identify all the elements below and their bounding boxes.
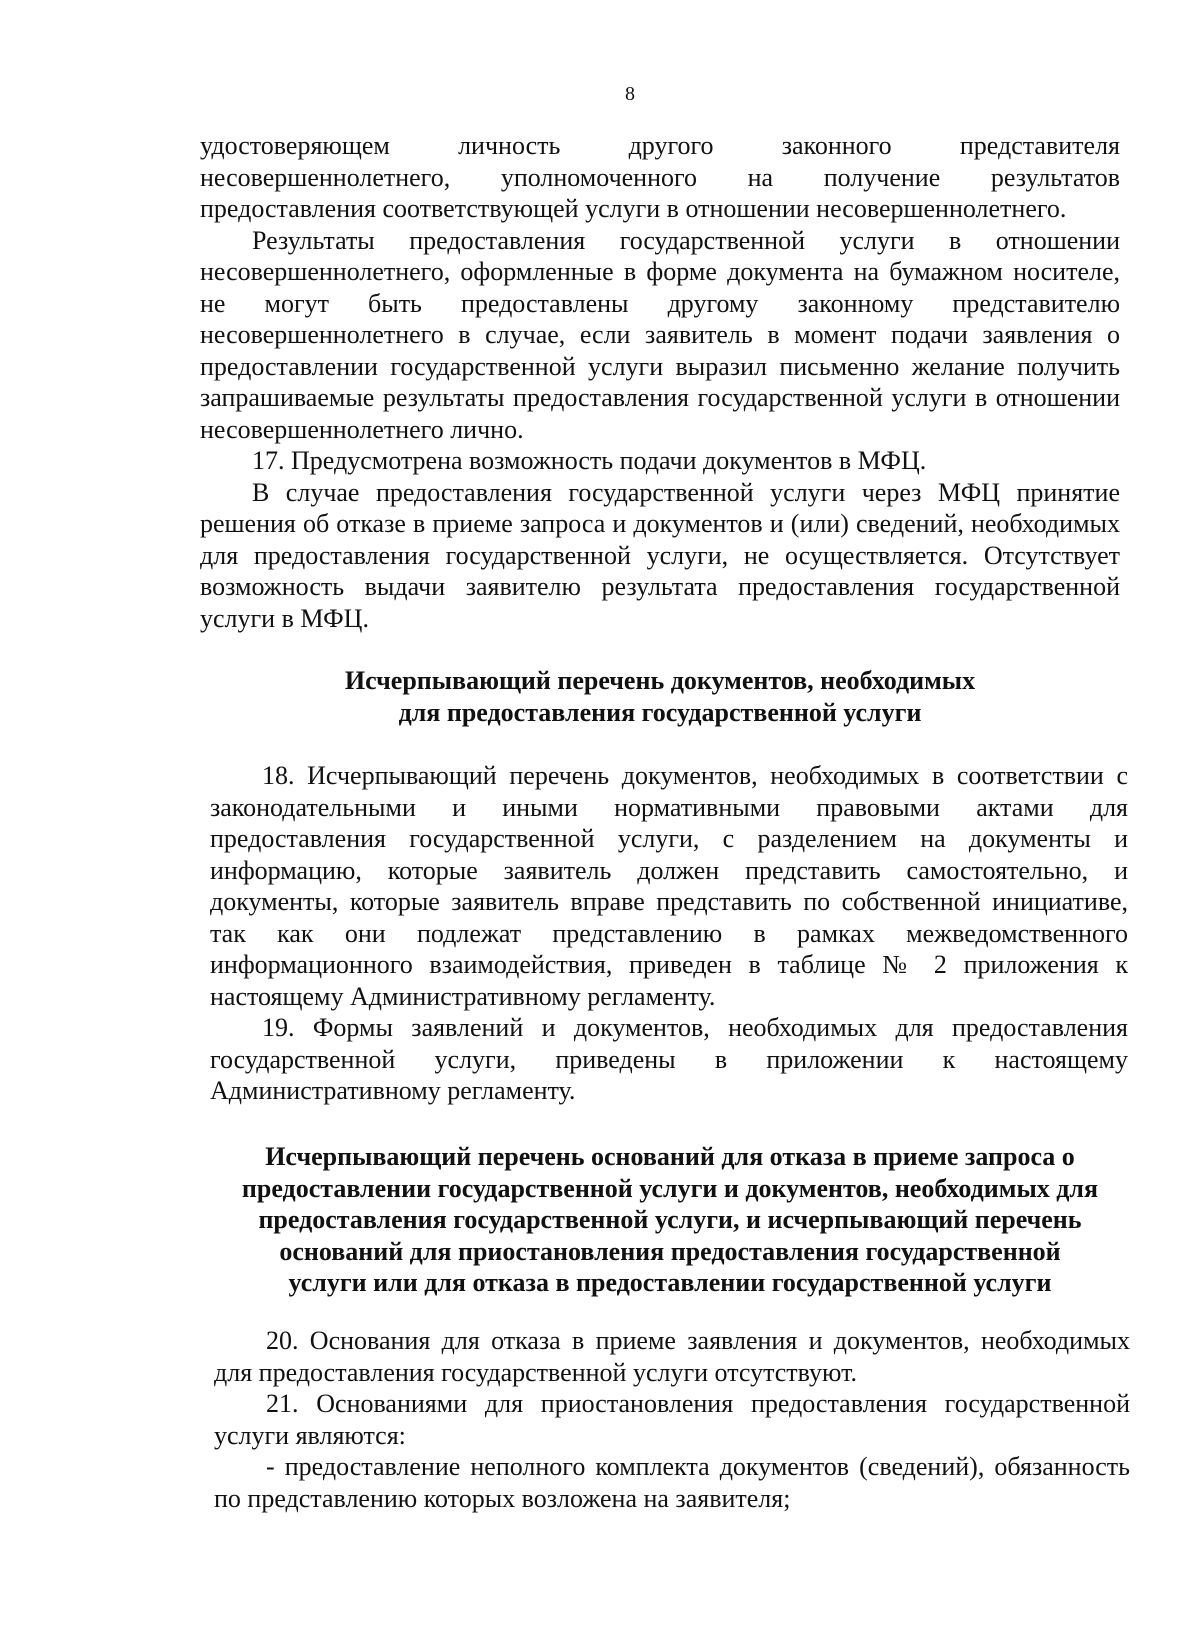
heading-line: предоставления государственной услуги, и исчерпывающий перечень xyxy=(258,1205,1082,1234)
paragraph-item-20: 20. Основания для отказа в приеме заявления и документов, необходимых для предоставления государственной услуги отсутствуют. xyxy=(214,1326,1130,1387)
heading-line: Исчерпывающий перечень оснований для отказа в приеме запроса о xyxy=(265,1142,1075,1171)
heading-line: Исчерпывающий перечень документов, необходимых xyxy=(344,666,976,695)
heading-line: услуги или для отказа в предоставлении государственной услуги xyxy=(288,1268,1052,1297)
heading-line: оснований для приостановления предоставления государственной xyxy=(279,1236,1061,1266)
paragraph: удостоверяющем личность другого законного представителя несовершеннолетнего, уполномоченного на получение результатов предоставления соответствующей услуги в отношении несовершеннолетнего. xyxy=(200,131,1120,223)
paragraph-item-18: 18. Исчерпывающий перечень документов, необходимых в соответствии с законодательными и иными нормативными правовыми актами для предоставления государственной услуги, с разделением на документы и информацию, которые заявитель должен представить самостоятельно, и документы, которые заявитель вправе представить по собственной инициативе, так как они подлежат представлению в рамках межведомственного информационного взаимодействия, приведен в таблице № 2 приложения к настоящему Административному регламенту. xyxy=(210,761,1128,1011)
paragraph-item-17: 17. Предусмотрена возможность подачи документов в МФЦ. xyxy=(252,446,927,475)
list-item: - предоставление неполного комплекта документов (сведений), обязанность по представлению которых возложена на заявителя; xyxy=(214,1452,1130,1513)
paragraph-item-21: 21. Основаниями для приостановления предоставления государственной услуги являются: xyxy=(214,1389,1130,1450)
text-block-2 xyxy=(210,760,1128,1107)
paragraph: Результаты предоставления государственной услуги в отношении несовершеннолетнего, оформленные в форме документа на бумажном носителе, не могут быть предоставлены другому законному представителю несовершеннолетнего в случае, если заявитель в момент подачи заявления о предоставлении государственной услуги выразил письменно желание получить запрашиваемые результаты предоставления государственной услуги в отношении несовершеннолетнего лично. xyxy=(200,225,1120,444)
text-block-3 xyxy=(214,1325,1130,1514)
section-heading-grounds-for-refusal xyxy=(210,1141,1130,1299)
paragraph-item-19: 19. Формы заявлений и документов, необходимых для предоставления государственной услуги, приведены в приложении к настоящему Административному регламенту. xyxy=(210,1013,1128,1105)
section-heading-documents xyxy=(200,665,1120,728)
heading-line: предоставлении государственной услуги и документов, необходимых для xyxy=(241,1173,1099,1203)
heading-line: для предоставления государственной услуги xyxy=(398,697,922,727)
paragraph: В случае предоставления государственной услуги через МФЦ принятие решения об отказе в приеме запроса и документов и (или) сведений, необходимых для предоставления государственной услуги, не осуществляется. Отсутствует возможность выдачи заявителю результата предоставления государственной услуги в МФЦ. xyxy=(200,477,1120,633)
text-block-1 xyxy=(200,130,1120,634)
page-number: 8 xyxy=(625,83,635,105)
